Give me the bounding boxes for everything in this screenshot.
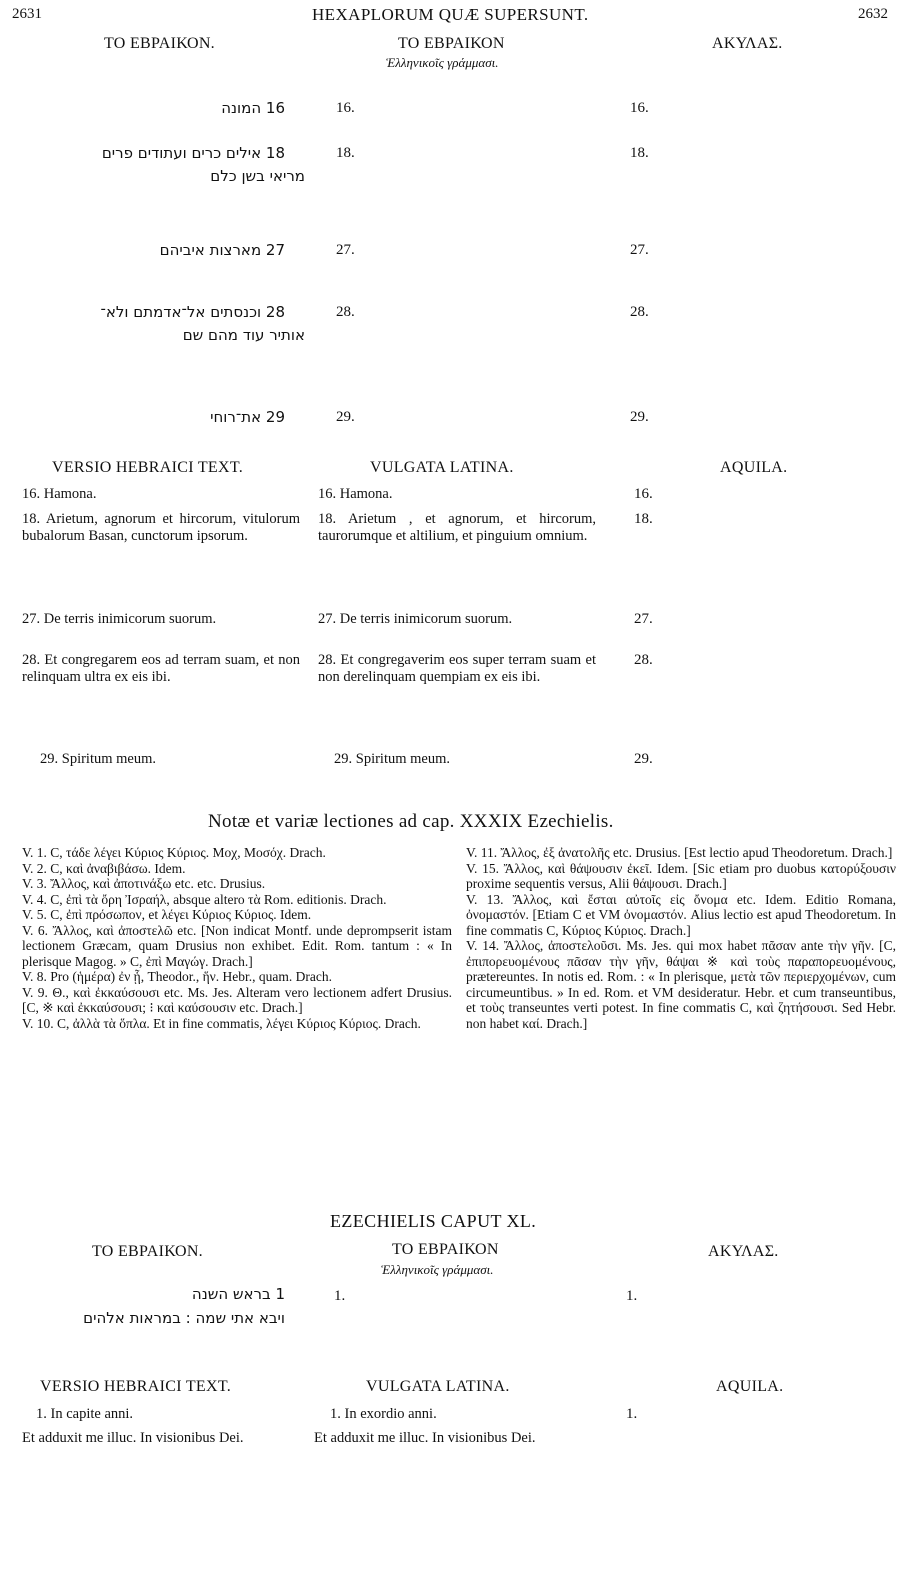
- col-header-hebrew: ΤΟ ΕΒΡΑΙΚΟΝ.: [104, 35, 215, 52]
- aquila-verse-18: 18.: [630, 145, 649, 161]
- notes-left-column: [22, 845, 452, 1031]
- col-header-versio: VERSIO HEBRAICI TEXT.: [52, 459, 244, 476]
- versio-verse-29: 29. Spiritum meum.: [40, 751, 156, 767]
- col-header-vulgata: VULGATA LATINA.: [370, 459, 514, 476]
- hebrew-verse-18-line1: 18 אילים כרים ועתודים פרים: [101, 144, 285, 162]
- ch40-hebrew-line1: 1 בראש השנה: [191, 1285, 285, 1303]
- ch40-vulgata-verse-1: 1. In exordio anni.: [330, 1406, 437, 1422]
- ch40-col-header-versio: VERSIO HEBRAICI TEXT.: [40, 1378, 232, 1395]
- aquila-latin-verse-27: 27.: [634, 611, 653, 627]
- versio-verse-28: 28. Et congregarem eos ad terram suam, et non relinquam ultra ex eis ibi.: [22, 652, 300, 685]
- versio-verse-18: 18. Arietum, agnorum et hircorum, vitulorum bubalorum Basan, cunctorum ipsorum.: [22, 511, 300, 544]
- col-header-aquila-latin: AQUILA.: [720, 459, 788, 476]
- vulgata-verse-18: 18. Arietum , et agnorum, et hircorum, taurorumque et altilium, et pinguium omnium.: [318, 511, 596, 544]
- aquila-verse-28: 28.: [630, 304, 649, 320]
- ch40-aquila-latin-verse-1: 1.: [626, 1406, 638, 1422]
- notes-right-column: [466, 845, 896, 1031]
- note-v1: V. 1. C, τάδε λέγει Κύριος Κύριος. Μοχ, Μοσόχ. Drach.: [22, 845, 326, 860]
- vulgata-verse-16: 16. Hamona.: [318, 486, 393, 502]
- col-header-aquila: ΑΚΥΛΑΣ.: [712, 35, 783, 52]
- note-v14: V. 14. Ἄλλος, ἀποστελοῦσι. Ms. Jes. qui mox habet πᾶσαν ante τὴν γῆν. [C, ἐπιπορευομένους πᾶσαν τὴν γῆν, θάψαι ※ καὶ τοὺς παραπορευομένους, prætereuntes. In notis ed. Rom. : « In plerisque, μετὰ τῶν περιερχομένων, cum circumeuntibus. » In ed. Rom. et VM desideratur. Hebr. et cum transeuntibus, et τοὺς transeuntes verti potest. In fine commatis C, καὶ ζητήσουσι. Sed Hebr. non habet καί. Drach.]: [466, 938, 896, 1031]
- col-header-translit: ΤΟ ΕΒΡΑΙΚΟΝ: [398, 35, 505, 52]
- note-v4: V. 4. C, ἐπὶ τὰ ὄρη Ἰσραήλ, absque altero τὰ Rom. editionis. Drach.: [22, 891, 387, 907]
- aquila-latin-verse-16: 16.: [634, 486, 653, 502]
- page-number-left: 2631: [12, 6, 42, 22]
- note-v5: V. 5. C, ἐπὶ πρόσωπον, et λέγει Κύριος Κύριος. Idem.: [22, 907, 312, 922]
- ch40-aquila-verse-1: 1.: [626, 1288, 638, 1304]
- hebrew-verse-28-line1: 28 וכנסתים אל־אדמתם ולא־: [100, 303, 285, 321]
- col-header-translit-sub: Ἑλληνικοῖς γράμμασι.: [386, 55, 499, 70]
- ch40-versio-verse-1: 1. In capite anni.: [36, 1406, 134, 1422]
- page-number-right: 2632: [858, 6, 888, 22]
- note-v3: V. 3. Ἄλλος, καὶ ἀποτινάξω etc. etc. Drusius.: [22, 876, 266, 891]
- note-v2: V. 2. C, καὶ ἀναβιβάσω. Idem.: [22, 860, 186, 876]
- ch40-translit-verse-1: 1.: [334, 1288, 346, 1304]
- hebrew-verse-18-line2: מריאי בשן כלם: [210, 167, 305, 185]
- note-v15: V. 15. Ἄλλος, καὶ θάψουσιν ἐκεῖ. Idem. [Sic etiam pro duobus κατορύξουσιν proxime sequentis versus, Alii θάψουσι. Drach.]: [466, 860, 896, 891]
- hebrew-verse-29: 29 את־רוחי: [210, 408, 285, 426]
- translit-verse-28: 28.: [336, 304, 355, 320]
- note-v13: V. 13. Ἄλλος, καὶ ἔσται αὐτοῖς εἰς ὄνομα etc. Idem. Editio Romana, ὀνομαστόν. [Etiam C et VM ὀνομαστόν. Alius lectio est apud Theodoretum. In fine commatis C, Κύριος Κύριος. Drach.]: [466, 891, 896, 938]
- hebrew-verse-28-line2: אותיר עוד מהם שם: [182, 326, 305, 344]
- ch40-versio-line2: Et adduxit me illuc. In visionibus Dei.: [22, 1430, 244, 1446]
- aquila-latin-verse-28: 28.: [634, 652, 653, 668]
- vulgata-verse-29: 29. Spiritum meum.: [334, 751, 450, 767]
- note-v11: V. 11. Ἄλλος, ἐξ ἀνατολῆς etc. Drusius. [Est lectio apud Theodoretum. Drach.]: [466, 845, 893, 860]
- aquila-latin-verse-18: 18.: [634, 511, 653, 527]
- note-v8: V. 8. Pro (ἡμέρα) ἐν ᾗ, Theodor., ἥν. Hebr., quam. Drach.: [22, 969, 332, 984]
- vulgata-verse-28: 28. Et congregaverim eos super terram suam et non derelinquam quempiam ex eis ibi.: [318, 652, 596, 685]
- note-v6: V. 6. Ἄλλος, καὶ ἀποστελῶ etc. [Non indicat Montf. unde deprompserit istam lectionem Græcam, quam Drusius non exhibet. Edit. Rom. tantum : « In plerisque Magog. » C, ἐπὶ Μαγώγ. Drach.]: [22, 922, 452, 969]
- aquila-latin-verse-29: 29.: [634, 751, 653, 767]
- chapter-title: EZECHIELIS CAPUT XL.: [330, 1211, 537, 1231]
- vulgata-verse-27: 27. De terris inimicorum suorum.: [318, 611, 513, 627]
- versio-verse-27: 27. De terris inimicorum suorum.: [22, 611, 217, 627]
- aquila-verse-29: 29.: [630, 409, 649, 425]
- note-v9: V. 9. Θ., καὶ ἐκκαύσουσι etc. Ms. Jes. Alteram vero lectionem adfert Drusius. [C, ※ καὶ ἐκκαύσουσι; ⁝ καὶ καύσουσιν etc. Drach.]: [22, 984, 452, 1015]
- versio-verse-16: 16. Hamona.: [22, 486, 97, 502]
- ch40-hebrew-line2: ויבא אתי שמה : במראות אלהים: [83, 1309, 285, 1327]
- notes-title: Notæ et variæ lectiones ad cap. XXXIX Ezechielis.: [208, 811, 614, 832]
- ch40-vulgata-line2: Et adduxit me illuc. In visionibus Dei.: [314, 1430, 536, 1446]
- translit-verse-16: 16.: [336, 100, 355, 116]
- ch40-col-header-hebrew: ΤΟ ΕΒΡΑΙΚΟΝ.: [92, 1243, 203, 1260]
- hebrew-verse-16: 16 המונה: [221, 99, 285, 117]
- ch40-col-header-aquila: ΑΚΥΛΑΣ.: [708, 1243, 779, 1260]
- hebrew-verse-27: 27 מארצות איביהם: [159, 241, 285, 259]
- aquila-verse-16: 16.: [630, 100, 649, 116]
- ch40-col-header-translit: ΤΟ ΕΒΡΑΙΚΟΝ: [392, 1241, 499, 1258]
- translit-verse-18: 18.: [336, 145, 355, 161]
- ch40-col-header-vulgata: VULGATA LATINA.: [366, 1378, 510, 1395]
- ch40-col-header-aquila-latin: AQUILA.: [716, 1378, 784, 1395]
- aquila-verse-27: 27.: [630, 242, 649, 258]
- note-v10: V. 10. C, ἀλλὰ τὰ ὅπλα. Et in fine commatis, λέγει Κύριος Κύριος. Drach.: [22, 1015, 421, 1031]
- translit-verse-29: 29.: [336, 409, 355, 425]
- ch40-col-header-translit-sub: Ἑλληνικοῖς γράμμασι.: [381, 1262, 494, 1277]
- running-title: HEXAPLORUM QUÆ SUPERSUNT.: [312, 5, 589, 24]
- translit-verse-27: 27.: [336, 242, 355, 258]
